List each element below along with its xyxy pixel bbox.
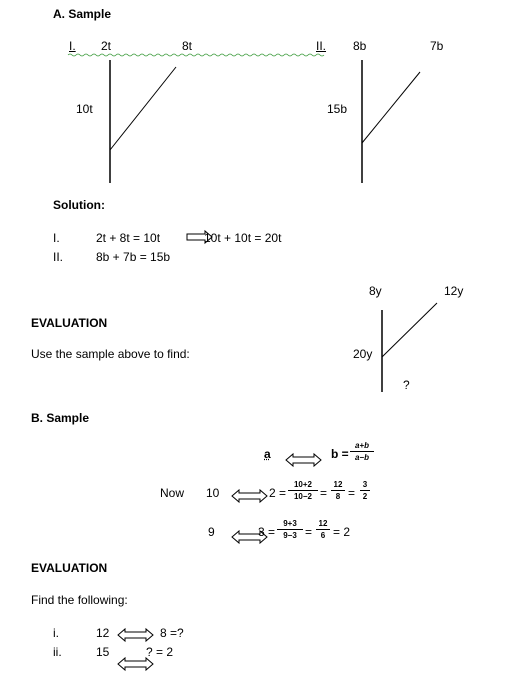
eval-item-result: 8 =? [160,626,184,640]
rule-numerator: a+b [354,441,369,450]
figure2-branch [362,72,420,143]
figure1-roman: I. [69,39,76,53]
double-arrow-icon [118,658,153,670]
double-arrow-icon [286,454,321,466]
figure2-right-label: 7b [430,39,444,53]
solution-title: Solution: [53,198,105,212]
section-a-title: A. Sample [53,7,112,21]
row2-eq2: = 2 [333,525,351,539]
row1-eq1: = [320,486,328,500]
section-b-title: B. Sample [31,411,90,425]
figure1-left-label: 2t [101,39,112,53]
solution-line-text: 2t + 8t = 10t [96,231,161,245]
figure2-roman: II. [316,39,327,53]
figure1-right-label: 8t [182,39,193,53]
row1-f2-numerator: 12 [333,480,343,489]
eval-item-value: 15 [96,645,110,659]
solution-line-text: 8b + 7b = 15b [96,250,171,264]
row2-f1-numerator: 9+3 [283,519,297,528]
evaluation-title: EVALUATION [31,316,108,330]
row1-f1-numerator: 10+2 [293,480,313,489]
evaluation-instruction: Use the sample above to find: [31,347,190,361]
row2-result: 3 = [258,525,276,539]
eval-figure-stem-label: 20y [353,347,373,361]
row1-result: 2 = [269,486,287,500]
double-arrow-icon [118,629,153,641]
solution-line-num: I. [53,231,60,245]
double-arrow-icon [232,490,267,502]
row1-f1-denominator: 10−2 [293,492,313,501]
now-label: Now [160,486,185,500]
row2-f1-denominator: 9−3 [283,531,297,540]
figure2-stem-label: 15b [327,102,348,116]
rule-denominator: a−b [354,453,369,462]
figure2-left-label: 8b [353,39,367,53]
row1-f3-numerator: 3 [362,480,368,489]
row1-eq2: = [348,486,356,500]
row2-f2-denominator: 6 [320,531,326,540]
row2-fraction-1 [277,519,303,540]
grammar-underline [68,54,324,56]
row1-fraction-1 [288,480,318,501]
rule-fraction [350,441,374,462]
eval-figure-unknown: ? [403,378,410,392]
row2-value: 9 [208,525,215,539]
solution-line-result: 10t + 10t = 20t [204,231,282,245]
evaluation-instruction: Find the following: [31,593,128,607]
eval-item-result: ? = 2 [146,645,174,659]
rule-b: b = [331,447,349,461]
row1-fraction-3 [360,480,370,501]
eval-figure-right-label: 12y [444,284,464,298]
rule-a: a [264,447,271,461]
evaluation-title: EVALUATION [31,561,108,575]
row1-fraction-2 [331,480,345,501]
figure1-branch [110,67,176,150]
figure1-stem-label: 10t [76,102,93,116]
eval-item-num: i. [53,626,59,640]
row1-value: 10 [206,486,220,500]
row2-fraction-2 [316,519,330,540]
eval-figure-left-label: 8y [369,284,382,298]
solution-line-num: II. [53,250,64,264]
row1-f3-denominator: 2 [362,492,368,501]
eval-item-num: ii. [53,645,62,659]
eval-figure-branch [382,303,437,357]
eval-item-value: 12 [96,626,110,640]
row2-f2-numerator: 12 [318,519,328,528]
row2-eq1: = [305,525,313,539]
row1-f2-denominator: 8 [335,492,341,501]
